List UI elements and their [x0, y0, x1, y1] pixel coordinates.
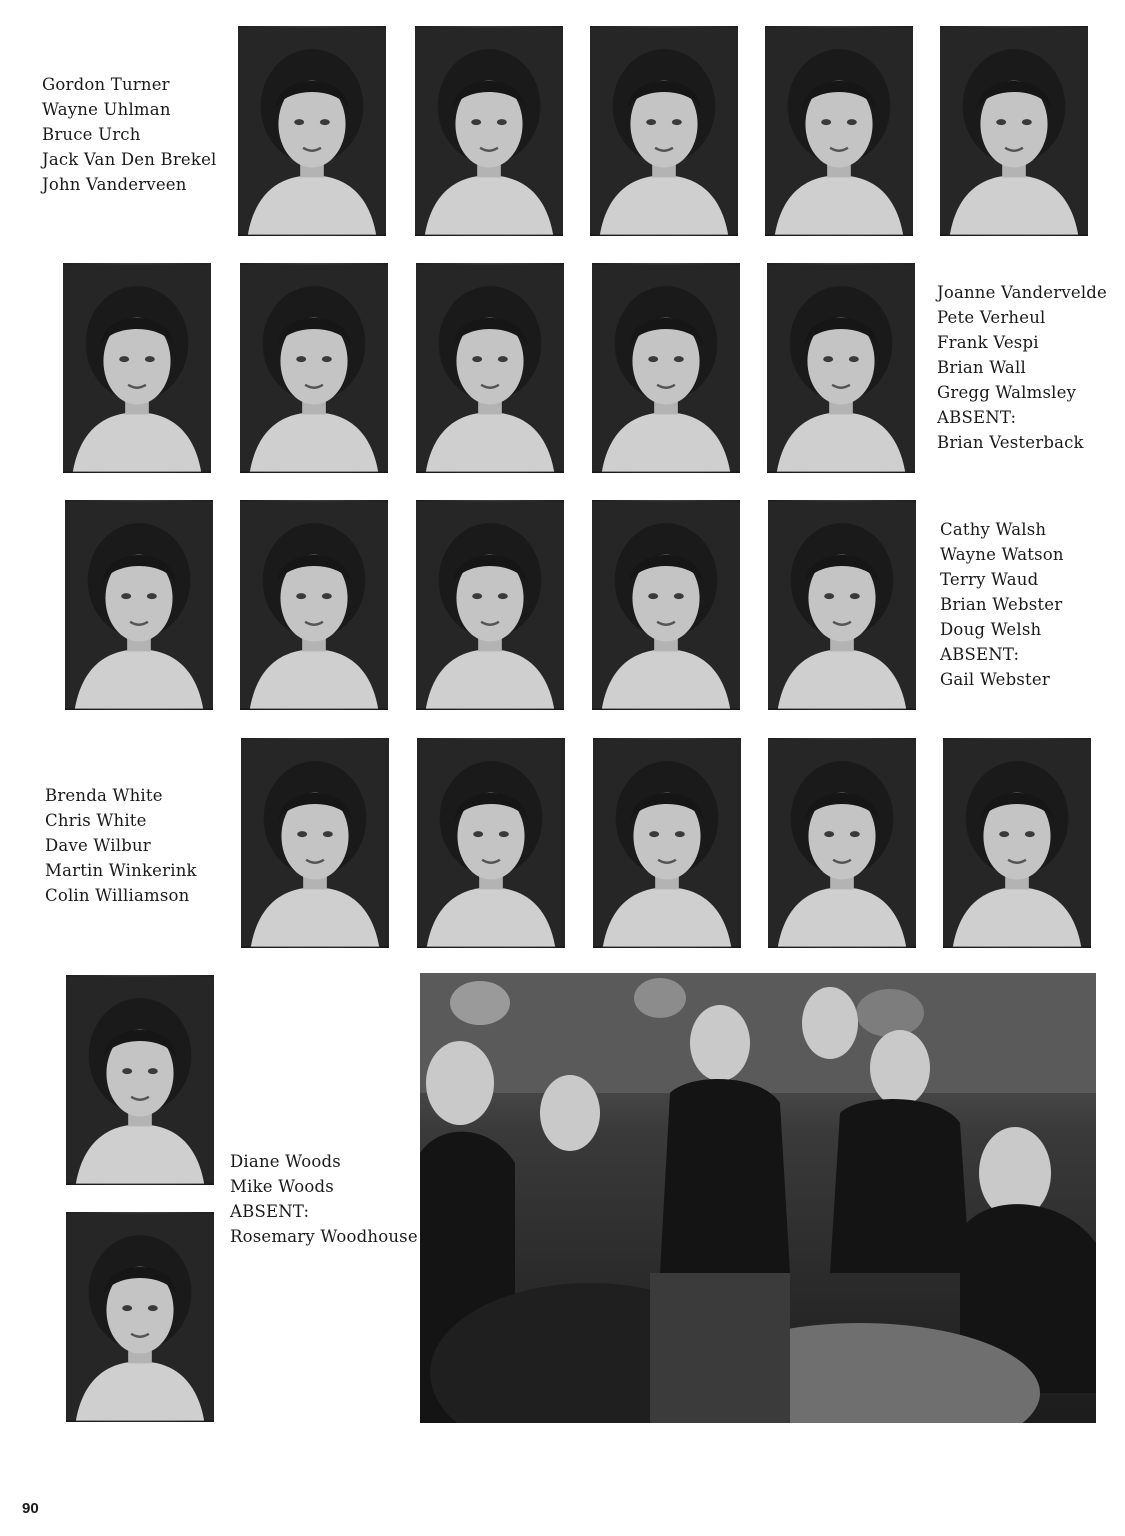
student-name: Doug Welsh [940, 620, 1042, 639]
student-name: Brian Wall [937, 358, 1026, 377]
student-name: Mike Woods [230, 1177, 334, 1196]
name-list-row-4 [45, 783, 197, 908]
student-portrait [592, 263, 740, 473]
student-portrait [240, 500, 388, 710]
student-name: Martin Winkerink [45, 861, 197, 880]
name-list-row-2 [937, 280, 1107, 455]
student-portrait [66, 975, 214, 1185]
student-name: Gordon Turner [42, 75, 170, 94]
student-portrait [240, 263, 388, 473]
student-portrait [416, 263, 564, 473]
student-name: Terry Waud [940, 570, 1039, 589]
student-portrait [768, 738, 916, 948]
group-photo [420, 973, 1096, 1423]
absent-label: ABSENT: [937, 408, 1017, 427]
student-name: Jack Van Den Brekel [42, 150, 217, 169]
student-name: John Vanderveen [42, 175, 187, 194]
student-portrait [590, 26, 738, 236]
student-name: Frank Vespi [937, 333, 1039, 352]
student-portrait [943, 738, 1091, 948]
student-name: Joanne Vandervelde [937, 283, 1108, 302]
student-name: Chris White [45, 811, 147, 830]
student-name: Gregg Walmsley [937, 383, 1077, 402]
name-list-row-1 [42, 72, 217, 197]
student-name: Wayne Uhlman [42, 100, 171, 119]
student-portrait [940, 26, 1088, 236]
student-name: Rosemary Woodhouse [230, 1227, 418, 1246]
student-name: Pete Verheul [937, 308, 1046, 327]
student-portrait [415, 26, 563, 236]
student-portrait [765, 26, 913, 236]
student-portrait [416, 500, 564, 710]
absent-label: ABSENT: [230, 1202, 310, 1221]
student-name: Bruce Urch [42, 125, 141, 144]
student-portrait [593, 738, 741, 948]
student-name: Gail Webster [940, 670, 1050, 689]
student-name: Dave Wilbur [45, 836, 151, 855]
name-list-row-3 [940, 517, 1064, 692]
student-portrait [592, 500, 740, 710]
student-portrait [66, 1212, 214, 1422]
student-name: Colin Williamson [45, 886, 190, 905]
student-portrait [63, 263, 211, 473]
student-portrait [241, 738, 389, 948]
student-portrait [417, 738, 565, 948]
page-number: 90 [22, 1500, 39, 1517]
student-name: Brian Vesterback [937, 433, 1084, 452]
student-name: Brenda White [45, 786, 163, 805]
student-name: Diane Woods [230, 1152, 341, 1171]
student-portrait [768, 500, 916, 710]
student-name: Brian Webster [940, 595, 1063, 614]
student-portrait [238, 26, 386, 236]
student-portrait [767, 263, 915, 473]
student-portrait [65, 500, 213, 710]
name-list-row-5 [230, 1149, 418, 1249]
student-name: Cathy Walsh [940, 520, 1047, 539]
student-name: Wayne Watson [940, 545, 1064, 564]
absent-label: ABSENT: [940, 645, 1020, 664]
